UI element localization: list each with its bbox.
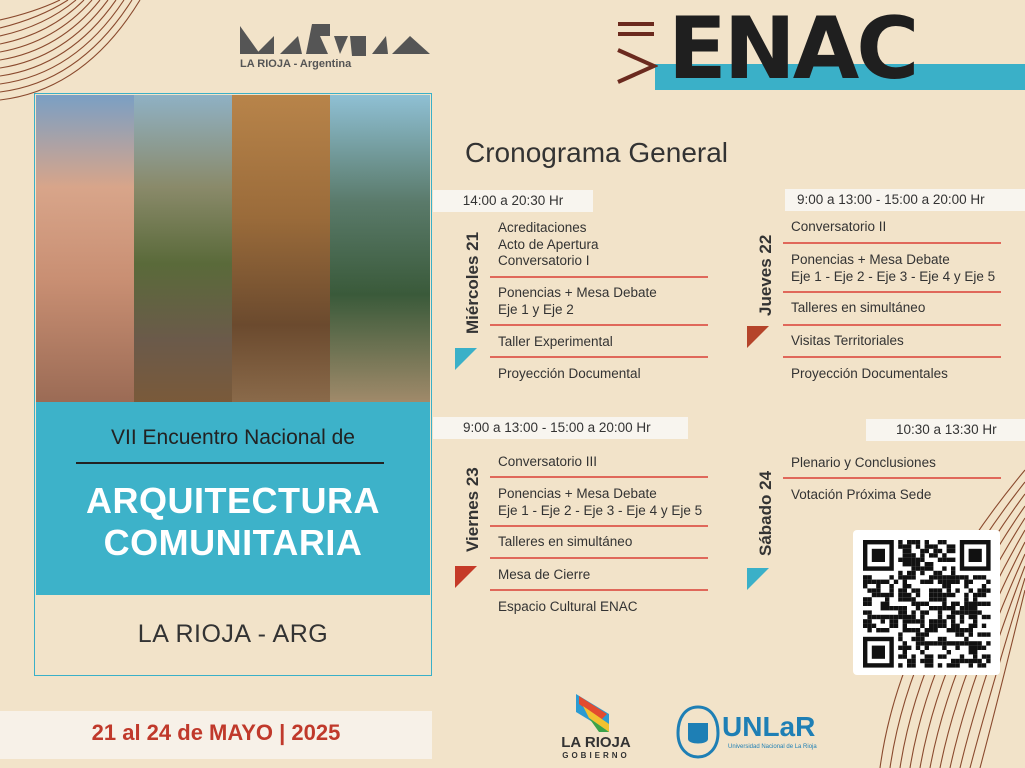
la-rioja-logo-icon: [240, 22, 435, 56]
poster-photo-collage: [36, 95, 430, 402]
qr-code[interactable]: [853, 530, 1000, 675]
enac-prefix: VII: [635, 100, 637, 101]
la-rioja-gobierno-logo: [549, 690, 643, 760]
event-fri-5: Espacio Cultural ENAC: [498, 599, 638, 614]
event-wed-3: Taller Experimental: [498, 334, 613, 349]
la-rioja-gobierno-emblem-icon: [549, 690, 643, 734]
separator: [490, 356, 708, 358]
event-thu-1: Conversatorio II: [791, 219, 887, 234]
event-thu-5: Proyección Documentales: [791, 366, 948, 381]
poster-title-line1: ARQUITECTURA: [86, 480, 380, 521]
poster-title: [36, 480, 430, 564]
red-triangle-icon: [747, 326, 769, 348]
time-saturday: 10:30 a 13:30 Hr: [866, 419, 1025, 441]
event-fri-2: Ponencias + Mesa Debate Eje 1 - Eje 2 - Eje 3 - Eje 4 y Eje 5: [498, 486, 703, 518]
unlar-name: UNLaR: [722, 711, 816, 742]
red-triangle-icon: [455, 566, 477, 588]
day-wednesday: Miércoles 21: [463, 231, 482, 334]
separator: [490, 276, 708, 278]
la-rioja-logo-text: LA RIOJA - Argentina: [240, 58, 352, 70]
event-fri-3: Talleres en simultáneo: [498, 534, 633, 549]
separator: [783, 291, 1001, 293]
schedule-heading: Cronograma General: [465, 137, 729, 168]
day-friday: Viernes 23: [463, 467, 482, 552]
event-wed-2: Ponencias + Mesa Debate Eje 1 y Eje 2: [498, 285, 657, 317]
day-thursday: Jueves 22: [756, 234, 775, 316]
event-wed-4: Proyección Documental: [498, 366, 641, 381]
blue-triangle-icon: [455, 348, 477, 370]
blue-triangle-icon: [747, 568, 769, 590]
poster-location: LA RIOJA - ARG: [137, 620, 329, 648]
day-saturday: Sábado 24: [756, 470, 775, 556]
gov-logo-line2: GOBIERNO: [562, 751, 630, 760]
event-thu-4: Visitas Territoriales: [791, 333, 904, 348]
event-wed-1: Acreditaciones Acto de Apertura Conversatorio I: [498, 220, 599, 268]
photo-mountains: [134, 95, 232, 402]
separator: [490, 589, 708, 591]
event-thu-2: Ponencias + Mesa Debate Eje 1 - Eje 2 - Eje 3 - Eje 4 y Eje 5: [791, 252, 996, 284]
photo-modern-building: [330, 95, 430, 402]
event-fri-1: Conversatorio III: [498, 454, 598, 469]
separator: [783, 477, 1001, 479]
enac-title: ENAC: [668, 0, 917, 99]
separator: [490, 525, 708, 527]
gov-logo-line1: LA RIOJA: [561, 734, 631, 751]
separator: [783, 242, 1001, 244]
photo-colonial-building: [36, 95, 134, 402]
separator: [490, 324, 708, 326]
unlar-emblem-icon: [676, 705, 720, 759]
enac-roman-numeral: [614, 20, 658, 104]
event-dates: 21 al 24 de MAYO | 2025: [91, 720, 341, 745]
qr-code-icon: [853, 530, 1000, 675]
event-sat-1: Plenario y Conclusiones: [791, 455, 936, 470]
la-rioja-logo: [240, 22, 435, 72]
event-fri-4: Mesa de Cierre: [498, 567, 591, 582]
poster-title-line2: COMUNITARIA: [103, 522, 363, 563]
separator: [490, 476, 708, 478]
separator: [490, 557, 708, 559]
event-sat-2: Votación Próxima Sede: [791, 487, 932, 502]
time-friday: 9:00 a 13:00 - 15:00 a 20:00 Hr: [433, 417, 688, 439]
time-thursday: 9:00 a 13:00 - 15:00 a 20:00 Hr: [785, 189, 1025, 211]
event-thu-3: Talleres en simultáneo: [791, 300, 926, 315]
photo-workshop: [232, 95, 330, 402]
unlar-subtitle: Universidad Nacional de La Rioja: [728, 744, 817, 750]
poster-subtitle: VII Encuentro Nacional de: [111, 426, 355, 449]
separator: [783, 356, 1001, 358]
time-wednesday: 14:00 a 20:30 Hr: [433, 190, 593, 212]
separator: [783, 324, 1001, 326]
poster-divider: [76, 462, 384, 464]
unlar-logo: [676, 705, 836, 761]
